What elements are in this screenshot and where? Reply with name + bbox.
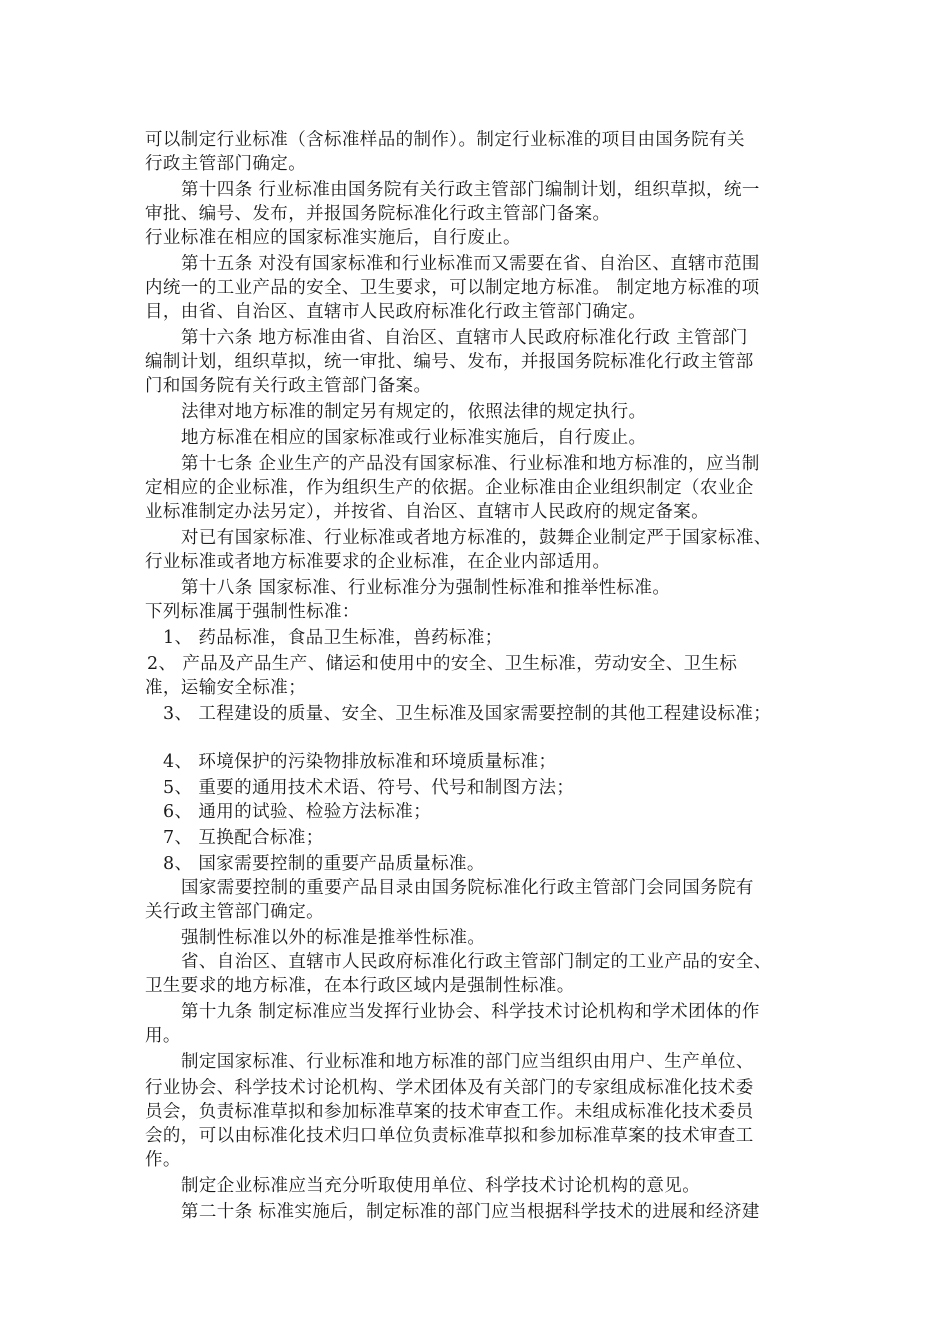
list-item: 1、 药品标准，食品卫生标准，兽药标准；: [163, 628, 503, 648]
text-line: 编制计划，组织草拟，统一审批、编号、发布，并报国务院标准化行政主管部: [145, 352, 754, 372]
paragraph-line: 制定国家标准、行业标准和地方标准的部门应当组织由用户、生产单位、: [181, 1052, 754, 1072]
article-17-heading-line: 第十七条 企业生产的产品没有国家标准、行业标准和地方标准的，应当制: [181, 454, 760, 474]
text-line: 门和国务院有关行政主管部门备案。: [145, 376, 432, 396]
text-line: 行业标准在相应的国家标准实施后，自行废止。: [145, 228, 521, 248]
article-18-heading-line: 第十八条 国家标准、行业标准分为强制性标准和推举性标准。: [181, 578, 671, 598]
text-line: 作。: [145, 1150, 181, 1170]
list-item: 5、 重要的通用技术术语、符号、代号和制图方法；: [163, 778, 575, 798]
text-line: 行政主管部门确定。: [145, 154, 307, 174]
list-item: 4、 环境保护的污染物排放标准和环境质量标准；: [163, 752, 557, 772]
list-item: 2、 产品及产品生产、储运和使用中的安全、卫生标准，劳动安全、卫生标: [147, 654, 738, 674]
text-line: 定相应的企业标准，作为组织生产的依据。企业标准由企业组织制定（农业企: [145, 478, 754, 498]
text-line: 审批、编号、发布，并报国务院标准化行政主管部门备案。: [145, 204, 611, 224]
text-line: 可以制定行业标准（含标准样品的制作）。制定行业标准的项目由国务院有关: [145, 130, 745, 150]
text-line: 准，运输安全标准；: [145, 678, 307, 698]
paragraph-line: 省、自治区、直辖市人民政府标准化行政主管部门制定的工业产品的安全、: [181, 952, 772, 972]
paragraph-line: 对已有国家标准、行业标准或者地方标准的，鼓舞企业制定严于国家标准、: [181, 528, 772, 548]
article-14-heading-line: 第十四条 行业标准由国务院有关行政主管部门编制计划，组织草拟，统一: [181, 180, 760, 200]
paragraph-line: 制定企业标准应当充分听取使用单位、科学技术讨论机构的意见。: [181, 1176, 701, 1196]
text-line: 会的，可以由标准化技术归口单位负责标准草拟和参加标准草案的技术审查工: [145, 1126, 754, 1146]
article-15-heading-line: 第十五条 对没有国家标准和行业标准而又需要在省、自治区、直辖市范围: [181, 254, 760, 274]
paragraph-line: 法律对地方标准的制定另有规定的，依照法律的规定执行。: [181, 402, 647, 422]
text-line: 用。: [145, 1026, 181, 1046]
paragraph-line: 国家需要控制的重要产品目录由国务院标准化行政主管部门会同国务院有: [181, 878, 754, 898]
text-line: 内统一的工业产品的安全、卫生要求，可以制定地方标准。 制定地方标准的项: [145, 278, 760, 298]
list-item: 6、 通用的试验、检验方法标准；: [163, 802, 432, 822]
article-20-heading-line: 第二十条 标准实施后，制定标准的部门应当根据科学技术的进展和经济建: [181, 1202, 760, 1222]
text-line: 下列标准属于强制性标准：: [145, 602, 360, 622]
paragraph-line: 强制性标准以外的标准是推举性标准。: [181, 928, 486, 948]
text-line: 关行政主管部门确定。: [145, 902, 324, 922]
article-16-heading-line: 第十六条 地方标准由省、自治区、直辖市人民政府标准化行政 主管部门: [181, 328, 748, 348]
text-line: 目，由省、自治区、直辖市人民政府标准化行政主管部门确定。: [145, 302, 647, 322]
list-item: 7、 互换配合标准；: [163, 828, 324, 848]
paragraph-line: 地方标准在相应的国家标准或行业标准实施后，自行废止。: [181, 428, 647, 448]
text-line: 员会，负责标准草拟和参加标准草案的技术审查工作。未组成标准化技术委员: [145, 1102, 754, 1122]
list-item: 3、 工程建设的质量、安全、卫生标准及国家需要控制的其他工程建设标准；: [163, 704, 772, 724]
text-line: 业标准制定办法另定），并按省、自治区、直辖市人民政府的规定备案。: [145, 502, 710, 522]
text-line: 行业标准或者地方标准要求的企业标准，在企业内部适用。: [145, 552, 611, 572]
text-line: 卫生要求的地方标准，在本行政区域内是强制性标准。: [145, 976, 575, 996]
text-line: 行业协会、科学技术讨论机构、学术团体及有关部门的专家组成标准化技术委: [145, 1078, 754, 1098]
list-item: 8、 国家需要控制的重要产品质量标准。: [163, 854, 485, 874]
article-19-heading-line: 第十九条 制定标准应当发挥行业协会、科学技术讨论机构和学术团体的作: [181, 1002, 760, 1022]
